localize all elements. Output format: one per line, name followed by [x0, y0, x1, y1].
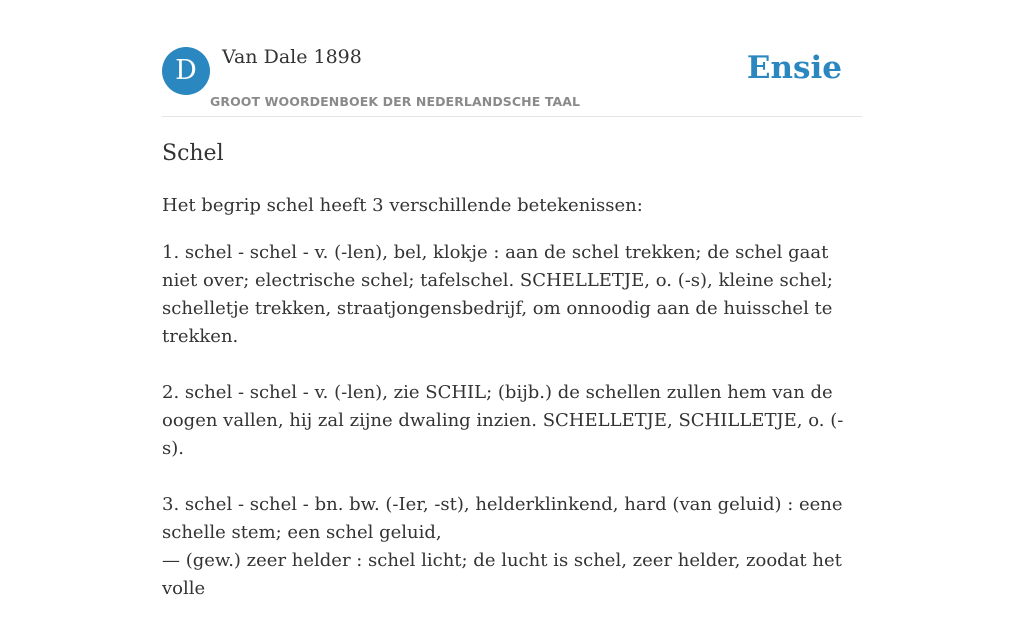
definition-item: 1. schel - schel - v. (-len), bel, klokje : aan de schel trekken; de schel gaat niet over; electrische schel; tafelschel. SCHELLETJE, o. (-s), kleine schel; schelletje trekken, straatjongensbedrijf, om onnoodig aan de huisschel te trekken.	[162, 242, 833, 347]
definition-list	[162, 239, 862, 603]
definition-item	[162, 491, 862, 603]
definition-line: 3. schel - schel - bn. bw. (-Ier, -st), helderklinkend, hard (van geluid) : eene schelle stem; een schel geluid,	[162, 494, 843, 543]
entry-title: Schel	[162, 141, 224, 166]
source-title[interactable]: Van Dale 1898	[222, 46, 362, 68]
source-subtitle: GROOT WOORDENBOEK DER NEDERLANDSCHE TAAL	[210, 94, 581, 109]
definition-line: — (gew.) zeer helder : schel licht; de lucht is schel, zeer helder, zoodat het volle	[162, 550, 842, 599]
definition-item: 2. schel - schel - v. (-len), zie SCHIL; (bijb.) de schellen zullen hem van de oogen vallen, hij zal zijne dwaling inzien. SCHELLETJE, SCHILLETJE, o. (-s).	[162, 382, 844, 459]
entry-content	[162, 138, 862, 631]
ensie-logo[interactable]: Ensie	[746, 50, 842, 86]
source-logo[interactable]: D	[162, 47, 210, 95]
site-header	[162, 44, 862, 117]
entry-intro: Het begrip schel heeft 3 verschillende betekenissen:	[162, 195, 643, 216]
